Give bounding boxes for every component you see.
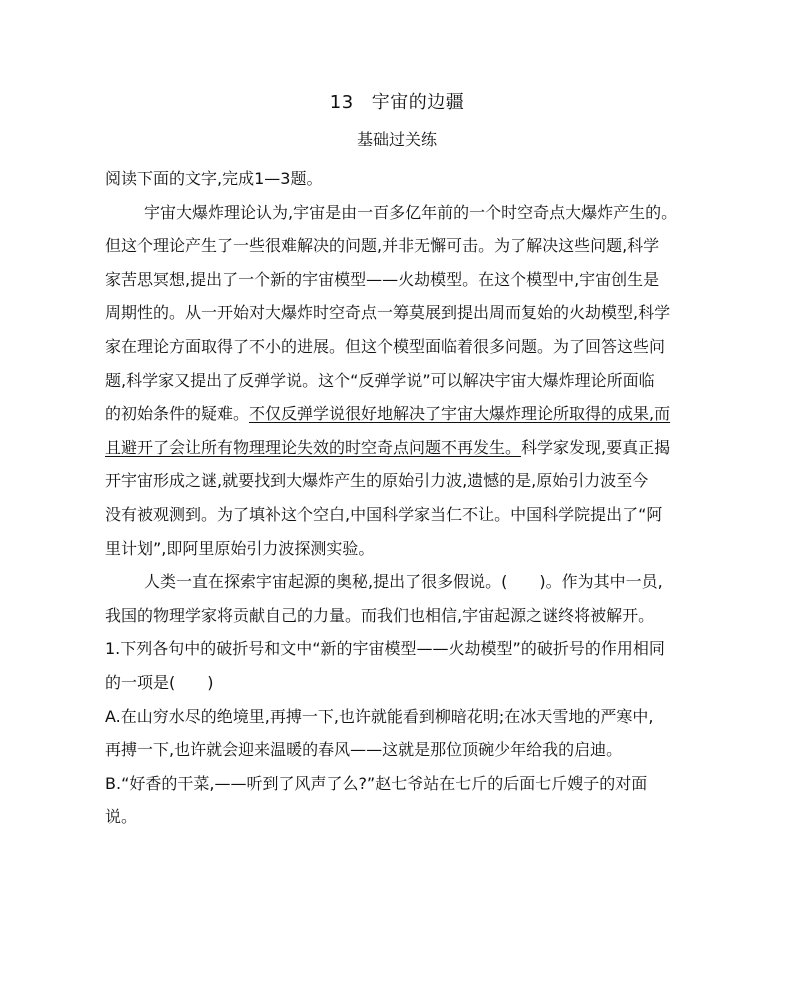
- lesson-title-text: 宇宙的边疆: [371, 92, 465, 113]
- underlined-sentence: 不仅反弹学说很好地解决了宇宙大爆炸理论所取得的成果,而: [249, 404, 671, 424]
- passage-line: 开宇宙形成之谜,就要找到大爆炸产生的原始引力波,遗憾的是,原始引力波至今: [105, 471, 649, 491]
- option-b-line: 说。: [105, 807, 138, 827]
- underlined-sentence: 且避开了会让所有物理理论失效的时空奇点问题不再发生。: [105, 437, 522, 457]
- question-line: 1.下列各句中的破折号和文中“新的宇宙模型——火劫模型”的破折号的作用相同: [105, 639, 665, 659]
- document-body: [105, 162, 705, 834]
- passage-line: [105, 397, 705, 431]
- passage-text: 的初始条件的疑难。: [105, 404, 250, 424]
- passage-line: 宇宙大爆炸理论认为,宇宙是由一百多亿年前的一个时空奇点大爆炸产生的。: [144, 202, 678, 222]
- option-b-line: B.“好香的干菜,——听到了风声了么?”赵七爷站在七斤的后面七斤嫂子的对面: [105, 773, 648, 793]
- question-line: 的一项是( ): [105, 672, 214, 692]
- passage-line: 但这个理论产生了一些很难解决的问题,并非无懈可击。为了解决这些问题,科学: [105, 236, 660, 256]
- passage-line: 题,科学家又提出了反弹学说。这个“反弹学说”可以解决宇宙大爆炸理论所面临: [105, 370, 655, 390]
- lesson-number: 13: [329, 92, 354, 113]
- passage-line: 周期性的。从一开始对大爆炸时空奇点一筹莫展到提出周而复始的火劫模型,科学: [105, 303, 671, 323]
- passage-line: 人类一直在探索宇宙起源的奥秘,提出了很多假说。( )。作为其中一员,: [144, 572, 663, 592]
- passage-line: 我国的物理学家将贡献自己的力量。而我们也相信,宇宙起源之谜终将被解开。: [105, 605, 655, 625]
- passage-line: [105, 431, 705, 465]
- lesson-title: [0, 90, 794, 116]
- passage-text: 科学家发现,要真正揭: [521, 437, 671, 457]
- option-a-line: A.在山穷水尽的绝境里,再搏一下,也许就能看到柳暗花明;在冰天雪地的严寒中,: [105, 706, 654, 726]
- passage-line: 里计划”,即阿里原始引力波探测实验。: [105, 538, 375, 558]
- option-a-line: 再搏一下,也许就会迎来温暖的春风——这就是那位顶碗少年给我的启迪。: [105, 740, 623, 760]
- passage-line: 没有被观测到。为了填补这个空白,中国科学家当仁不让。中国科学院提出了“阿: [105, 504, 663, 524]
- section-subtitle: 基础过关练: [356, 130, 437, 149]
- passage-line: 家苦思冥想,提出了一个新的宇宙模型——火劫模型。在这个模型中,宇宙创生是: [105, 269, 660, 289]
- passage-line: 家在理论方面取得了不小的进展。但这个模型面临着很多问题。为了回答这些问: [105, 336, 666, 356]
- instruction-line: 阅读下面的文字,完成1—3题。: [105, 169, 323, 188]
